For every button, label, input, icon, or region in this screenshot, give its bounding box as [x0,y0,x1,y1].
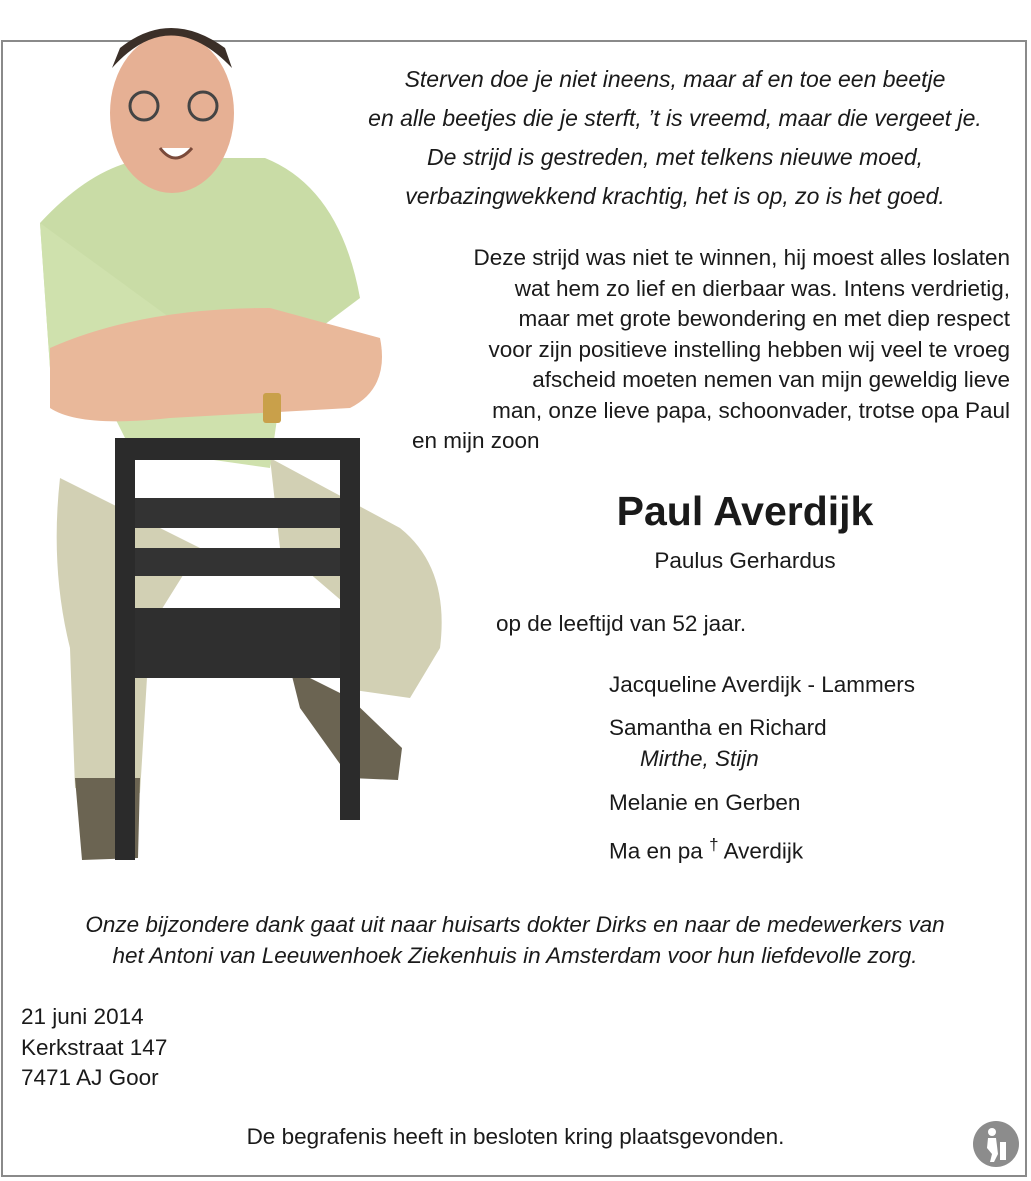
announcement-line: man, onze lieve papa, schoonvader, trotse opa Paul [492,397,1010,423]
family-wife: Jacqueline Averdijk - Lammers [609,672,915,697]
family-daughter-1: Samantha en Richard [609,715,827,740]
address-block [21,1002,167,1094]
poem [330,60,1020,216]
announcement-line: Deze strijd was niet te winnen, hij moest alles loslaten [473,245,1010,270]
chair [115,438,360,860]
parents-name: Averdijk [723,838,804,864]
family-parents [609,835,803,865]
notice-date: 21 juni 2014 [21,1004,144,1029]
announcement-line: wat hem zo lief en dierbaar was. Intens verdrietig, [514,275,1010,301]
announcement-text [390,243,1010,457]
cross-mark: † [709,835,719,854]
age-line: op de leeftijd van 52 jaar. [496,611,747,636]
announcement-line: en mijn zoon [412,428,540,453]
deceased-name: Paul Averdijk [616,488,874,534]
thanks-note [20,909,1010,971]
postal-city: 7471 AJ Goor [21,1065,159,1090]
head [110,28,234,193]
poem-line: De strijd is gestreden, met telkens nieuwe moed, [426,144,924,170]
thanks-line: het Antoni van Leeuwenhoek Ziekenhuis in Amsterdam voor hun liefdevolle zorg. [112,943,918,968]
parents-prefix: Ma en pa [609,838,703,864]
given-names: Paulus Gerhardus [654,548,836,573]
street: Kerkstraat 147 [21,1034,168,1060]
thanks-line: Onze bijzondere dank gaat uit naar huisarts dokter Dirks en naar de medewerkers van [85,912,945,937]
family-grandchildren: Mirthe, Stijn [640,746,759,771]
poem-line: en alle beetjes die je sterft, ’t is vreemd, maar die vergeet je. [368,105,982,131]
announcement-line: afscheid moeten nemen van mijn geweldig lieve [532,367,1010,392]
announcement-line: maar met grote bewondering en met diep respect [518,306,1010,331]
announcement-line: voor zijn positieve instelling hebben wij veel te vroeg [488,336,1010,362]
poem-line: Sterven doe je niet ineens, maar af en toe een beetje [404,66,946,92]
family-daughter-2: Melanie en Gerben [609,790,801,815]
funeral-note: De begrafenis heeft in besloten kring plaatsgevonden. [246,1124,785,1149]
poem-line: verbazingwekkend krachtig, het is op, zo is het goed. [405,183,945,209]
publisher-logo-icon [972,1120,1020,1168]
